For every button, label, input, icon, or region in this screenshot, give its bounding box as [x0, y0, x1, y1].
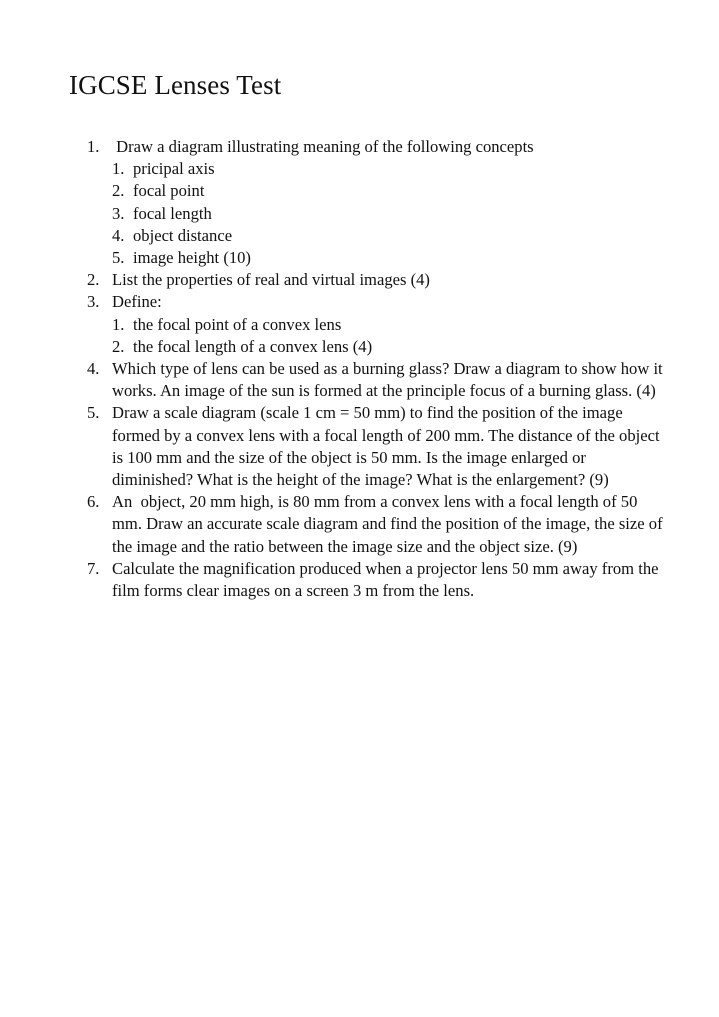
question-4 [87, 358, 667, 402]
question-number: 6. [87, 492, 100, 512]
subitem [112, 225, 667, 247]
subitem-text: image height (10) [133, 248, 251, 268]
question-number: 7. [87, 558, 100, 578]
subitem-number: 5. [112, 248, 125, 268]
question-text: Define: [112, 292, 162, 312]
subitem [112, 203, 667, 225]
subitem-text: the focal length of a convex lens (4) [133, 336, 373, 356]
subitem [112, 247, 667, 269]
subitem-list [112, 158, 667, 269]
subitem [112, 336, 667, 358]
subitem-number: 1. [112, 314, 125, 334]
question-3 [87, 291, 667, 358]
question-text: An object, 20 mm high, is 80 mm from a convex lens with a focal length of 50 mm. Draw an accurate scale diagram and find the position of the image, the size of the image and the ratio between the image size and the object size. (9) [112, 492, 667, 556]
question-text: Draw a scale diagram (scale 1 cm = 50 mm) to find the position of the image formed by a convex lens with a focal length of 200 mm. The distance of the object is 100 mm and the size of the object is 50 mm. Is the image enlarged or diminished? What is the height of the image? What is the enlargement? (9) [112, 403, 660, 490]
subitem [112, 158, 667, 180]
question-6 [87, 491, 667, 558]
question-text: Calculate the magnification produced when a projector lens 50 mm away from the film forms clear images on a screen 3 m from the lens. [112, 558, 659, 601]
question-list [87, 136, 667, 602]
question-number: 4. [87, 359, 100, 379]
subitem-text: the focal point of a convex lens [133, 314, 342, 334]
question-text: List the properties of real and virtual images (4) [112, 270, 430, 290]
subitem-number: 2. [112, 336, 125, 356]
subitem-number: 2. [112, 181, 125, 201]
question-1 [87, 136, 667, 269]
subitem [112, 180, 667, 202]
subitem-text: pricipal axis [133, 159, 215, 179]
question-text: Draw a diagram illustrating meaning of the following concepts [112, 137, 534, 156]
question-5 [87, 402, 667, 491]
subitem-number: 3. [112, 203, 125, 223]
document-title: IGCSE Lenses Test [69, 70, 282, 100]
question-number: 5. [87, 403, 100, 423]
subitem-text: focal point [133, 181, 205, 201]
question-text: Which type of lens can be used as a burning glass? Draw a diagram to show how it works. An image of the sun is formed at the principle focus of a burning glass. (4) [112, 359, 663, 401]
question-2 [87, 269, 667, 291]
subitem-number: 1. [112, 159, 125, 179]
question-number: 2. [87, 270, 100, 290]
subitem-text: object distance [133, 225, 233, 245]
subitem-number: 4. [112, 225, 125, 245]
subitem [112, 314, 667, 336]
question-7 [87, 558, 667, 602]
question-number: 3. [87, 292, 100, 312]
question-number: 1. [87, 137, 100, 156]
subitem-list [112, 314, 667, 358]
subitem-text: focal length [133, 203, 212, 223]
